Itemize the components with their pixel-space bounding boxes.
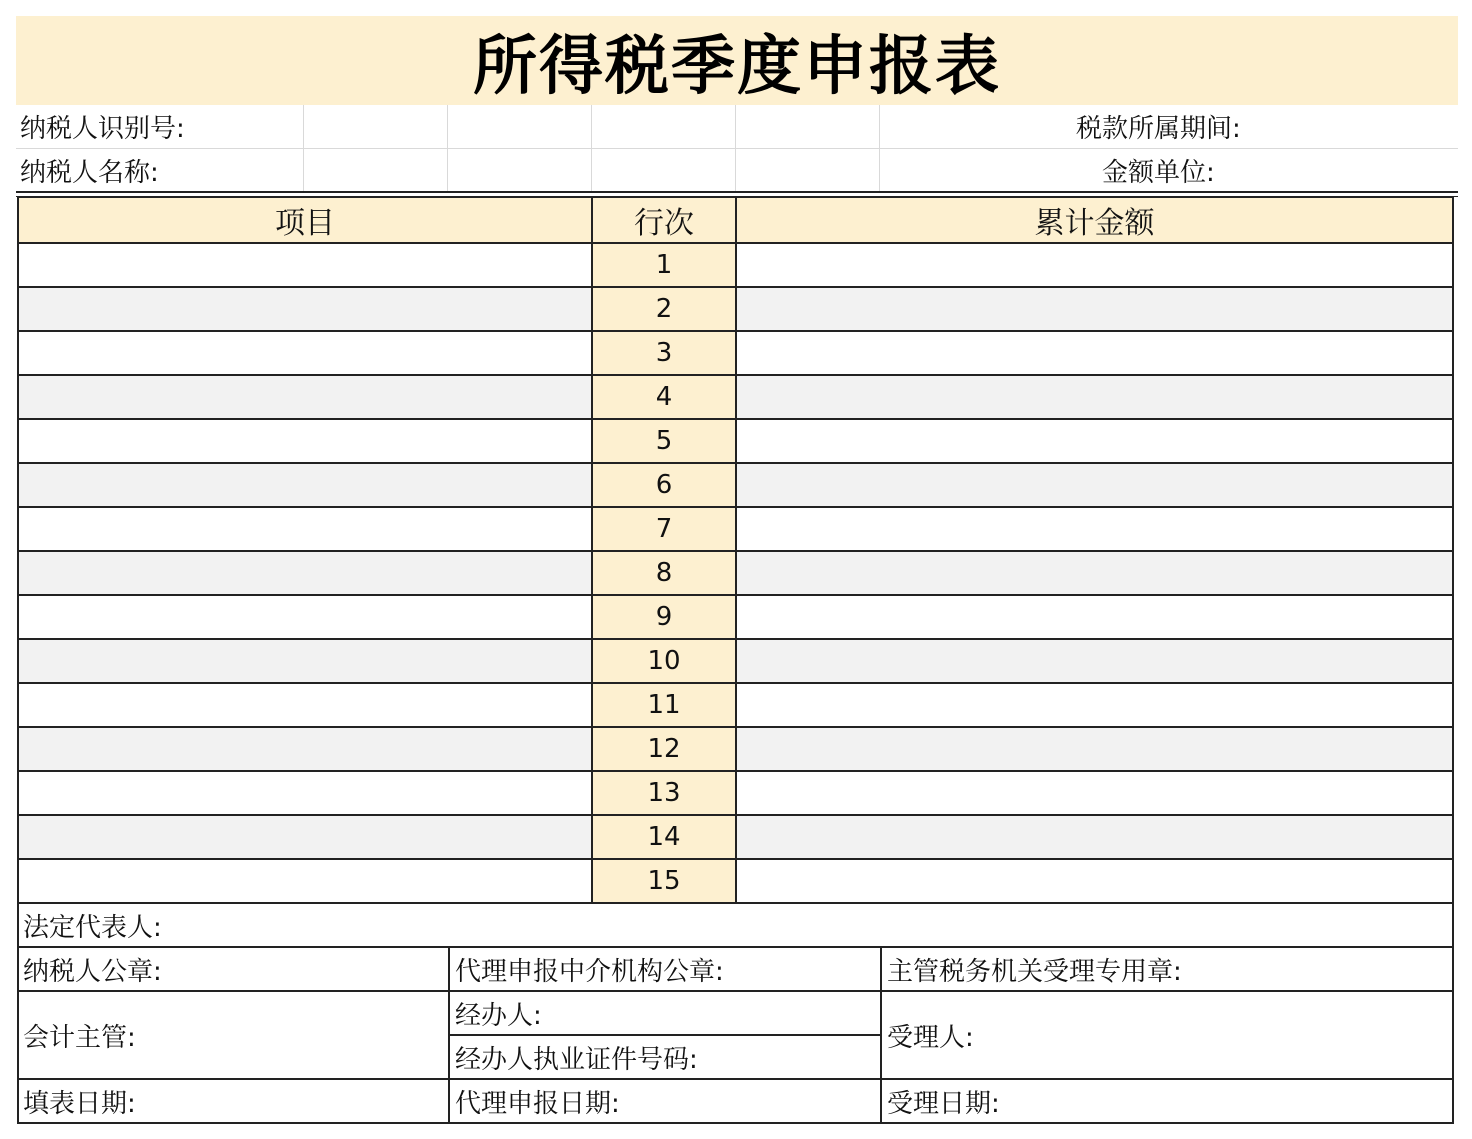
item-cell[interactable] xyxy=(19,816,593,858)
divider xyxy=(19,946,1452,948)
item-cell[interactable] xyxy=(19,860,593,902)
table-row xyxy=(19,684,1452,728)
item-cell[interactable] xyxy=(19,552,593,594)
table-header xyxy=(19,198,1452,244)
item-cell[interactable] xyxy=(19,288,593,330)
line-no: 15 xyxy=(593,860,737,902)
table-row xyxy=(19,640,1452,684)
taxpayer-id-cell-1[interactable] xyxy=(304,105,448,148)
line-no: 11 xyxy=(593,684,737,726)
accounting-supervisor-label[interactable]: 会计主管: xyxy=(23,1022,136,1053)
table-row xyxy=(19,816,1452,860)
table-row xyxy=(19,244,1452,288)
receiver-label[interactable]: 受理人: xyxy=(887,1022,974,1053)
declaration-table xyxy=(17,196,1454,904)
header-cumulative-amount: 累计金额 xyxy=(1034,206,1155,241)
amount-cell[interactable] xyxy=(737,464,1452,506)
info-row-taxpayer-id xyxy=(16,105,1458,149)
amount-cell[interactable] xyxy=(737,728,1452,770)
line-no: 1 xyxy=(593,244,737,286)
line-no: 4 xyxy=(593,376,737,418)
amount-cell[interactable] xyxy=(737,420,1452,462)
line-no: 10 xyxy=(593,640,737,682)
taxpayer-seal-label[interactable]: 纳税人公章: xyxy=(23,956,162,987)
line-no: 12 xyxy=(593,728,737,770)
taxpayer-id-cell-4[interactable] xyxy=(736,105,880,148)
taxpayer-id-cell-2[interactable] xyxy=(448,105,592,148)
agent-seal-label[interactable]: 代理申报中介机构公章: xyxy=(455,956,724,987)
page-title: 所得税季度申报表 xyxy=(473,29,1001,104)
amount-cell[interactable] xyxy=(737,772,1452,814)
title-band xyxy=(16,16,1458,105)
tax-period-label: 税款所属期间: xyxy=(1076,114,1241,144)
item-cell[interactable] xyxy=(19,596,593,638)
tax-authority-seal-label[interactable]: 主管税务机关受理专用章: xyxy=(887,956,1182,987)
legal-rep-label[interactable]: 法定代表人: xyxy=(23,912,162,943)
taxpayer-id-cell-3[interactable] xyxy=(592,105,736,148)
table-row xyxy=(19,376,1452,420)
item-cell[interactable] xyxy=(19,332,593,374)
info-row-taxpayer-name xyxy=(16,149,1458,193)
line-no: 6 xyxy=(593,464,737,506)
amount-cell[interactable] xyxy=(737,244,1452,286)
amount-unit-label: 金额单位: xyxy=(1102,157,1215,188)
signature-block xyxy=(17,904,1454,1124)
agent-date-label[interactable]: 代理申报日期: xyxy=(455,1088,620,1119)
amount-cell[interactable] xyxy=(737,332,1452,374)
table-row xyxy=(19,772,1452,816)
header-item: 项目 xyxy=(19,198,593,242)
table-row xyxy=(19,420,1452,464)
item-cell[interactable] xyxy=(19,244,593,286)
taxpayer-name-label: 纳税人名称: xyxy=(20,157,159,188)
table-row xyxy=(19,508,1452,552)
line-no: 5 xyxy=(593,420,737,462)
line-no: 2 xyxy=(593,288,737,330)
amount-cell[interactable] xyxy=(737,860,1452,902)
item-cell[interactable] xyxy=(19,508,593,550)
taxpayer-id-label: 纳税人识别号: xyxy=(20,114,185,144)
taxpayer-name-cell-1[interactable] xyxy=(304,149,448,191)
handler-license-label[interactable]: 经办人执业证件号码: xyxy=(455,1044,698,1075)
table-row xyxy=(19,288,1452,332)
item-cell[interactable] xyxy=(19,772,593,814)
line-no: 14 xyxy=(593,816,737,858)
line-no: 9 xyxy=(593,596,737,638)
amount-cell[interactable] xyxy=(737,508,1452,550)
receive-date-label[interactable]: 受理日期: xyxy=(887,1088,1000,1119)
table-row xyxy=(19,860,1452,904)
divider xyxy=(19,1078,1452,1080)
item-cell[interactable] xyxy=(19,376,593,418)
table-row xyxy=(19,596,1452,640)
line-no: 3 xyxy=(593,332,737,374)
amount-cell[interactable] xyxy=(737,552,1452,594)
divider xyxy=(880,948,882,1124)
amount-cell[interactable] xyxy=(737,640,1452,682)
fill-date-label[interactable]: 填表日期: xyxy=(23,1088,136,1119)
item-cell[interactable] xyxy=(19,420,593,462)
line-no: 8 xyxy=(593,552,737,594)
taxpayer-name-cell-2[interactable] xyxy=(448,149,592,191)
table-row xyxy=(19,728,1452,772)
taxpayer-name-cell-3[interactable] xyxy=(592,149,736,191)
amount-cell[interactable] xyxy=(737,376,1452,418)
divider xyxy=(19,990,1452,992)
amount-cell[interactable] xyxy=(737,288,1452,330)
line-no: 13 xyxy=(593,772,737,814)
table-row xyxy=(19,552,1452,596)
divider xyxy=(448,948,450,1124)
handler-label[interactable]: 经办人: xyxy=(455,1000,542,1031)
item-cell[interactable] xyxy=(19,464,593,506)
item-cell[interactable] xyxy=(19,728,593,770)
divider xyxy=(19,1122,1452,1124)
header-line-no: 行次 xyxy=(593,198,737,242)
item-cell[interactable] xyxy=(19,684,593,726)
amount-cell[interactable] xyxy=(737,816,1452,858)
amount-cell[interactable] xyxy=(737,684,1452,726)
item-cell[interactable] xyxy=(19,640,593,682)
line-no: 7 xyxy=(593,508,737,550)
taxpayer-name-cell-4[interactable] xyxy=(736,149,880,191)
table-row xyxy=(19,464,1452,508)
table-row xyxy=(19,332,1452,376)
amount-cell[interactable] xyxy=(737,596,1452,638)
